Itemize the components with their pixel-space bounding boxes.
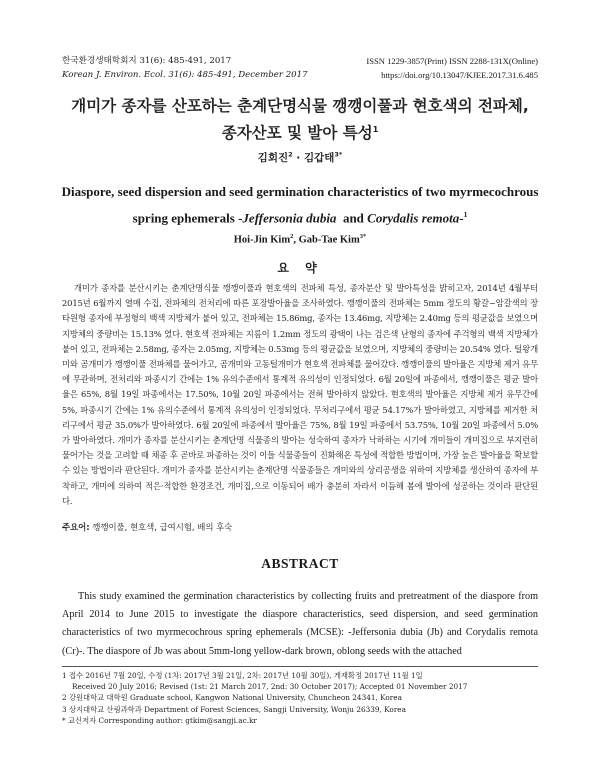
footnote-affiliation-3: 3 상지대학교 산림과학과 Department of Forest Sciences, Sangji University, Wonju 26339, Korea bbox=[62, 704, 406, 714]
korean-title-line-2 bbox=[40, 118, 560, 145]
author-2-en: Gab-Tae Kim bbox=[298, 234, 360, 246]
journal-identifiers bbox=[366, 54, 538, 82]
korean-abstract-heading: 요 약 bbox=[277, 261, 323, 275]
english-authors bbox=[0, 233, 600, 246]
author-2-en-mark: 3* bbox=[359, 233, 367, 240]
korean-title bbox=[40, 94, 560, 145]
journal-name-en: Korean J. Environ. Ecol. 31(6): 485-491, December 2017 bbox=[62, 70, 308, 80]
author-separator-ko: · bbox=[292, 152, 304, 164]
keywords bbox=[62, 521, 538, 533]
footnotes bbox=[62, 670, 542, 726]
footnote-divider bbox=[62, 666, 538, 667]
author-1-ko: 김회진 bbox=[257, 152, 289, 164]
journal-citation bbox=[62, 54, 308, 82]
footnote-affiliation-2: 2 강원대학교 대학원 Graduate school, Kangwon National University, Chuncheon 24341, Korea bbox=[62, 693, 402, 703]
author-2-ko: 김갑태 bbox=[303, 152, 335, 164]
author-1-ko-mark: 2 bbox=[288, 150, 293, 159]
english-title-and: and bbox=[336, 210, 368, 226]
english-title-species-2: Corydalis remota bbox=[367, 210, 460, 226]
author-1-en: Hoi-Jin Kim bbox=[233, 234, 291, 246]
english-title-footnote-mark: 1 bbox=[463, 210, 468, 219]
footnote-received-en: Received 20 July 2016; Revised (1st: 21 March 2017, 2nd: 30 October 2017); Accepted 01 November 2017 bbox=[72, 682, 468, 692]
english-title-species-1: Jeffersonia dubia bbox=[242, 210, 337, 226]
keywords-list: 깽깽이풀, 현호색, 급여시험, 배의 후숙 bbox=[89, 522, 233, 532]
doi-link[interactable]: https://doi.org/10.13047/KJEE.2017.31.6.485 bbox=[381, 70, 538, 80]
author-1-en-mark: 2 bbox=[290, 233, 294, 240]
author-2-ko-mark: 3* bbox=[334, 150, 343, 159]
korean-authors bbox=[0, 150, 600, 165]
korean-abstract-body: 개미가 종자를 분산시키는 춘계단명식물 깽깽이풀과 현호색의 전파체 특성, 종자분산 및 발아특성을 밝히고자, 2014년 4월부터 2015년 6월까지 열매 수집, 전파체의 전처리에 따른 포장발아율을 조사하였다. 깽깽이풀의 전파체는 5mm 정도의 황갈~암갈색의 장타원형 종자에 부정형의 백색 지방체가 붙어 있고, 전파체는 15.86mg, 종자는 13.46mg, 지방체는 2.40mg 등의 평균값을 보였으며 지방체의 중량비는 15.13% 였다. 현호색 전파체는 지름이 1.2mm 정도의 광택이 나는 검은색 난형의 종자에 주걱형의 백색 지방체가 붙어 있고, 전파체는 2.58mg, 종자는 2.05mg, 지방체는 0.53mg 등의 평균값을 보였으며, 지방체의 중량비는 20.54% 였다. 털왕개미와 곰개미가 깽깽이풀 전파체를 물어가고, 곰개미와 고동털개미가 현호색 전파체를 물어갔다. 깽깽이풀의 발아율은 지방체 제거 유무에 무관하며, 전처리와 파종시기 간에는 1% 유의수준에서 통계적 유의성이 인정되었다. 6월 20일에 파종에서, 깽깽이풀은 평균 발아율은 65%, 8월 19일 파종에서는 17.50%, 10월 20일 파종에서는 전혀 발아하지 않았다. 현호색의 발아율은 지방체 제거 유무간에 5%, 파종시기 간에는 1% 유의수준에서 통계적 유의성이 인정되었다. 무처리구에서 평균 54.17%가 발아하였고, 지방체를 제거한 처리구에서 평균 35.0%가 발아하였다. 6월 20일에 파종에서 발아율은 75%, 8월 19일 파종에서 53.75%, 10월 20일 파종에서 5.0%가 발아하였다. 개미가 종자를 분산시키는 춘계단명 식물종의 발아는 성숙하여 종자가 낙하하는 시기에 개미들이 개미집으로 부지런히 물어가는 것을 고려할 때 채종 후 곧바로 파종하는 것이 이들 식물종들이 진화해온 특성에 적합한 방법이며, 가장 높은 발아율을 확보할 수 있는 방법이라 판단된다. 개미가 종자를 분산시키는 춘계단명 식물종들은 개미와의 상리공생을 위하여 지방체를 생산하여 종자에 부착하고, 개미에 의하여 적은·적합한 환경조건, 개미집,으로 이동되어 배가 충분히 자라서 이듬해 봄에 발아에 성공하는 것이라 판단된다. bbox=[62, 283, 538, 506]
english-title-text: Diaspore, seed dispersion and seed germination characteristics of two myrmecochrous spring ephemerals - bbox=[61, 184, 539, 226]
korean-title-line-2-text: 종자산포 및 발아 특성 bbox=[221, 124, 373, 143]
journal-name-ko: 한국환경생태학회지 31(6): 485-491, 2017 bbox=[62, 56, 232, 66]
issn: ISSN 1229-3857(Print) ISSN 2288-131X(Online) bbox=[366, 56, 538, 66]
footnote-received-ko: 1 접수 2016년 7월 20일, 수정 (1차: 2017년 3월 21일, 2차: 2017년 10월 30일), 게재확정 2017년 11월 1일 bbox=[62, 671, 423, 680]
korean-title-line-1: 개미가 종자를 산포하는 춘계단명식물 깽깽이풀과 현호색의 전파체, bbox=[71, 97, 529, 115]
english-title bbox=[50, 180, 550, 229]
author-separator-en: , bbox=[293, 234, 299, 246]
footnote-corresponding-author[interactable]: * 교신저자 Corresponding author: gtkim@sangji.ac.kr bbox=[62, 715, 257, 725]
english-title-dash: - bbox=[459, 210, 464, 226]
english-abstract-body: This study examined the germination characteristics by collecting fruits and pretreatment of the diaspore from April 2014 to June 2015 to investigate the diaspore characteristics, seed dispersion, and seed germination characteristics of two myrmecochrous spring ephemerals (MCSE): -Jeffersonia dubia (Jb) and Corydalis remota (Cr)-. The diaspore of Jb was about 5mm-long yellow-dark brown, oblong seeds with the attached bbox=[62, 591, 538, 657]
english-abstract-heading: ABSTRACT bbox=[261, 556, 339, 571]
korean-title-footnote-mark: 1 bbox=[372, 125, 379, 134]
keywords-label: 주요어: bbox=[62, 522, 90, 532]
